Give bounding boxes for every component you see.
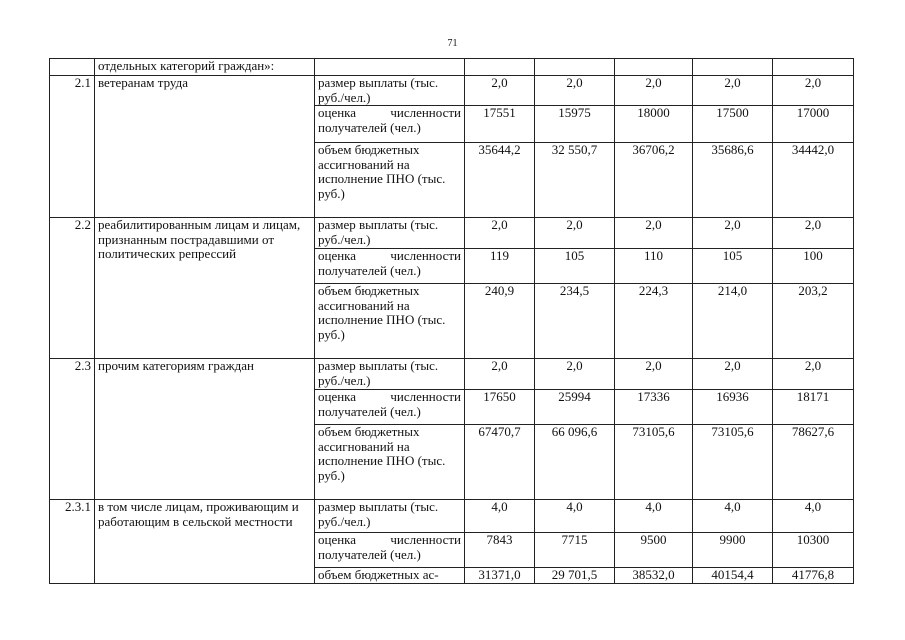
empty-cell [615, 59, 693, 76]
value-cell: 105 [693, 249, 773, 284]
value-cell: 32 550,7 [535, 143, 615, 218]
value-cell: 4,0 [465, 500, 535, 533]
value-cell: 2,0 [465, 218, 535, 249]
value-cell: 105 [535, 249, 615, 284]
value-cell: 224,3 [615, 284, 693, 359]
value-cell: 7715 [535, 533, 615, 568]
value-cell: 31371,0 [465, 568, 535, 584]
value-cell: 15975 [535, 106, 615, 143]
page-number: 71 [447, 38, 458, 49]
value-cell: 234,5 [535, 284, 615, 359]
value-cell: 17650 [465, 390, 535, 425]
budget-table [49, 58, 854, 584]
value-cell: 41776,8 [773, 568, 854, 584]
value-cell: 35644,2 [465, 143, 535, 218]
value-cell: 2,0 [693, 218, 773, 249]
indicator-label: объем бюджетных ассигнований на исполнение ПНО (тыс. руб.) [315, 143, 465, 218]
value-cell: 2,0 [773, 359, 854, 390]
value-cell: 66 096,6 [535, 425, 615, 500]
value-cell: 2,0 [535, 359, 615, 390]
value-cell: 29 701,5 [535, 568, 615, 584]
empty-cell [773, 59, 854, 76]
value-cell: 2,0 [615, 218, 693, 249]
value-cell: 73105,6 [693, 425, 773, 500]
value-cell: 2,0 [693, 359, 773, 390]
header-fragment-text: отдельных категорий граждан»: [95, 59, 315, 76]
category-name: реабилитированным лицам и лицам, признанным пострадавшими от политических репрессий [95, 218, 315, 359]
indicator-label: оценка численности получателей (чел.) [315, 106, 465, 143]
value-cell: 2,0 [535, 218, 615, 249]
table-row [50, 76, 854, 106]
table-row [50, 359, 854, 390]
indicator-label: объем бюджетных ас- [315, 568, 465, 584]
item-number: 2.3.1 [50, 500, 95, 584]
value-cell: 17551 [465, 106, 535, 143]
value-cell: 214,0 [693, 284, 773, 359]
value-cell: 9500 [615, 533, 693, 568]
value-cell: 67470,7 [465, 425, 535, 500]
table-row [50, 500, 854, 533]
value-cell: 110 [615, 249, 693, 284]
value-cell: 38532,0 [615, 568, 693, 584]
value-cell: 4,0 [615, 500, 693, 533]
value-cell: 18000 [615, 106, 693, 143]
value-cell: 17000 [773, 106, 854, 143]
value-cell: 2,0 [535, 76, 615, 106]
value-cell: 36706,2 [615, 143, 693, 218]
value-cell: 2,0 [773, 218, 854, 249]
value-cell: 2,0 [615, 359, 693, 390]
empty-cell [693, 59, 773, 76]
item-number: 2.1 [50, 76, 95, 218]
item-number: 2.3 [50, 359, 95, 500]
value-cell: 2,0 [615, 76, 693, 106]
value-cell: 2,0 [465, 76, 535, 106]
value-cell: 7843 [465, 533, 535, 568]
value-cell: 35686,6 [693, 143, 773, 218]
value-cell: 16936 [693, 390, 773, 425]
value-cell: 2,0 [465, 359, 535, 390]
value-cell: 2,0 [773, 76, 854, 106]
indicator-label: оценка численности получателей (чел.) [315, 249, 465, 284]
value-cell: 240,9 [465, 284, 535, 359]
table-row [50, 218, 854, 249]
value-cell: 203,2 [773, 284, 854, 359]
indicator-label: объем бюджетных ассигнований на исполнение ПНО (тыс. руб.) [315, 284, 465, 359]
empty-cell [465, 59, 535, 76]
indicator-label: оценка численности получателей (чел.) [315, 533, 465, 568]
indicator-label: размер выплаты (тыс. руб./чел.) [315, 500, 465, 533]
value-cell: 17500 [693, 106, 773, 143]
value-cell: 2,0 [693, 76, 773, 106]
value-cell: 78627,6 [773, 425, 854, 500]
empty-cell [50, 59, 95, 76]
value-cell: 40154,4 [693, 568, 773, 584]
indicator-label: размер выплаты (тыс. руб./чел.) [315, 76, 465, 106]
empty-cell [535, 59, 615, 76]
value-cell: 25994 [535, 390, 615, 425]
empty-cell [315, 59, 465, 76]
category-name: прочим категориям граждан [95, 359, 315, 500]
value-cell: 9900 [693, 533, 773, 568]
indicator-label: объем бюджетных ассигнований на исполнение ПНО (тыс. руб.) [315, 425, 465, 500]
value-cell: 4,0 [693, 500, 773, 533]
item-number: 2.2 [50, 218, 95, 359]
value-cell: 73105,6 [615, 425, 693, 500]
category-name: в том числе лицам, проживающим и работающим в сельской местности [95, 500, 315, 584]
value-cell: 100 [773, 249, 854, 284]
value-cell: 18171 [773, 390, 854, 425]
value-cell: 4,0 [535, 500, 615, 533]
value-cell: 34442,0 [773, 143, 854, 218]
header-fragment-row [50, 59, 854, 76]
indicator-label: размер выплаты (тыс. руб./чел.) [315, 359, 465, 390]
category-name: ветеранам труда [95, 76, 315, 218]
indicator-label: размер выплаты (тыс. руб./чел.) [315, 218, 465, 249]
indicator-label: оценка численности получателей (чел.) [315, 390, 465, 425]
value-cell: 4,0 [773, 500, 854, 533]
value-cell: 17336 [615, 390, 693, 425]
value-cell: 119 [465, 249, 535, 284]
value-cell: 10300 [773, 533, 854, 568]
